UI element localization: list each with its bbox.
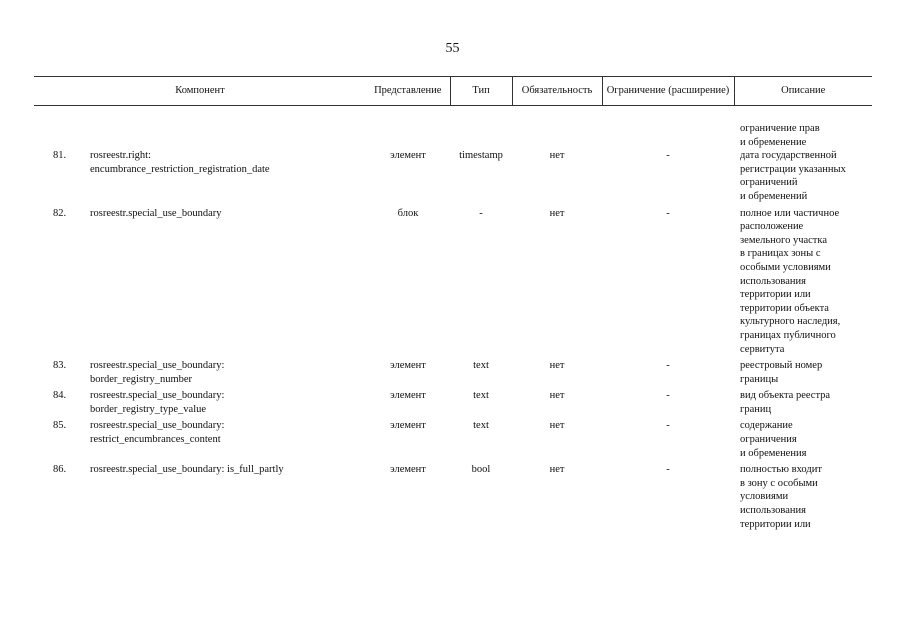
- description-line: сервитута: [740, 343, 785, 355]
- description-line: полностью входит: [740, 464, 822, 476]
- description-line: ограничения: [740, 434, 797, 446]
- row-restriction: -: [666, 464, 670, 476]
- description-line: вид объекта реестра: [740, 390, 831, 402]
- row-component: [90, 463, 366, 534]
- row-number: 84.: [53, 390, 67, 402]
- row-representation: блок: [397, 207, 419, 219]
- component-line: restrict_encumbrances_content: [90, 434, 221, 446]
- row-mandatory: нет: [549, 360, 565, 372]
- component-line: rosreestr.special_use_boundary: is_full_partly: [90, 464, 284, 476]
- row-component: [90, 359, 366, 389]
- row-number: 85.: [53, 420, 67, 432]
- header-description: Описание: [734, 77, 872, 106]
- description-line: дата государственной: [740, 150, 837, 162]
- row-restriction: -: [666, 360, 670, 372]
- description-line: условиями: [740, 491, 789, 503]
- description-line: расположение: [740, 221, 804, 233]
- row-component: [90, 149, 366, 206]
- table-row: [34, 419, 872, 463]
- description-line: ограничение прав: [740, 123, 820, 134]
- component-line: rosreestr.special_use_boundary: [90, 207, 222, 219]
- description-line: полное или частичное: [740, 207, 840, 219]
- row-description: [734, 149, 872, 206]
- row-representation: элемент: [390, 420, 426, 432]
- row-representation: элемент: [390, 390, 426, 402]
- row-description: [734, 389, 872, 419]
- component-line: border_registry_number: [90, 373, 193, 385]
- row-mandatory: нет: [549, 207, 565, 219]
- component-line: encumbrance_restriction_registration_date: [90, 163, 270, 175]
- row-description: [734, 359, 872, 389]
- row-description: [734, 419, 872, 463]
- description-line: территории объекта: [740, 302, 829, 314]
- row-component: [90, 389, 366, 419]
- header-restriction: Ограничение (расширение): [602, 77, 734, 106]
- table-header-row: [34, 77, 872, 106]
- description-line: территории или: [740, 518, 811, 530]
- row-restriction: -: [666, 207, 670, 219]
- row-type: bool: [471, 464, 491, 476]
- description-line: и обременение: [740, 136, 807, 148]
- description-line: в границах зоны с: [740, 248, 821, 260]
- component-line: rosreestr.special_use_boundary:: [90, 420, 225, 432]
- description-line: и обременений: [740, 190, 808, 202]
- row-mandatory: нет: [549, 390, 565, 402]
- component-line: rosreestr.special_use_boundary:: [90, 360, 225, 372]
- row-representation: элемент: [390, 360, 426, 372]
- header-component: Компонент: [34, 77, 366, 106]
- page-number: 55: [445, 41, 460, 56]
- description-line: в зону с особыми: [740, 477, 818, 489]
- description-line: регистрации указанных: [740, 163, 846, 175]
- row-restriction: -: [666, 390, 670, 402]
- table-row: [34, 359, 872, 389]
- row-type: text: [473, 390, 489, 402]
- description-line: территории или: [740, 289, 811, 301]
- header-type: Тип: [450, 77, 512, 106]
- component-line: border_registry_type_value: [90, 403, 207, 415]
- continuation-description: [734, 106, 872, 150]
- description-line: использования: [740, 505, 806, 517]
- description-line: границы: [740, 373, 779, 385]
- table-row: [34, 389, 872, 419]
- description-line: культурного наследия,: [740, 316, 841, 328]
- table-row: [34, 463, 872, 534]
- description-line: особыми условиями: [740, 261, 831, 273]
- row-type: text: [473, 360, 489, 372]
- row-type: text: [473, 420, 489, 432]
- row-number: 86.: [53, 464, 67, 476]
- table-row: [34, 149, 872, 206]
- row-restriction: -: [666, 150, 670, 162]
- description-line: земельного участка: [740, 234, 827, 246]
- header-representation: Представление: [366, 77, 450, 106]
- row-description: [734, 463, 872, 534]
- row-mandatory: нет: [549, 464, 565, 476]
- row-description: [734, 207, 872, 360]
- description-line: содержание: [740, 420, 793, 432]
- description-line: ограничений: [740, 177, 798, 189]
- row-mandatory: нет: [549, 150, 565, 162]
- row-mandatory: нет: [549, 420, 565, 432]
- description-line: использования: [740, 275, 806, 287]
- header-mandatory: Обязательность: [512, 77, 602, 106]
- specification-table: [34, 76, 872, 534]
- description-line: границах публичного: [740, 329, 836, 341]
- continuation-row: [34, 106, 872, 150]
- row-number: 82.: [53, 207, 67, 219]
- component-line: rosreestr.right:: [90, 150, 151, 162]
- table-row: [34, 207, 872, 360]
- row-component: [90, 419, 366, 463]
- row-component: [90, 207, 366, 360]
- row-number: 81.: [53, 150, 67, 162]
- row-type: -: [479, 207, 483, 219]
- table-body: [34, 106, 872, 535]
- component-line: rosreestr.special_use_boundary:: [90, 390, 225, 402]
- row-representation: элемент: [390, 464, 426, 476]
- row-representation: элемент: [390, 150, 426, 162]
- row-type: timestamp: [459, 150, 503, 162]
- description-line: границ: [740, 403, 772, 415]
- description-line: и обременения: [740, 447, 807, 459]
- row-number: 83.: [53, 360, 67, 372]
- description-line: реестровый номер: [740, 360, 823, 372]
- row-restriction: -: [666, 420, 670, 432]
